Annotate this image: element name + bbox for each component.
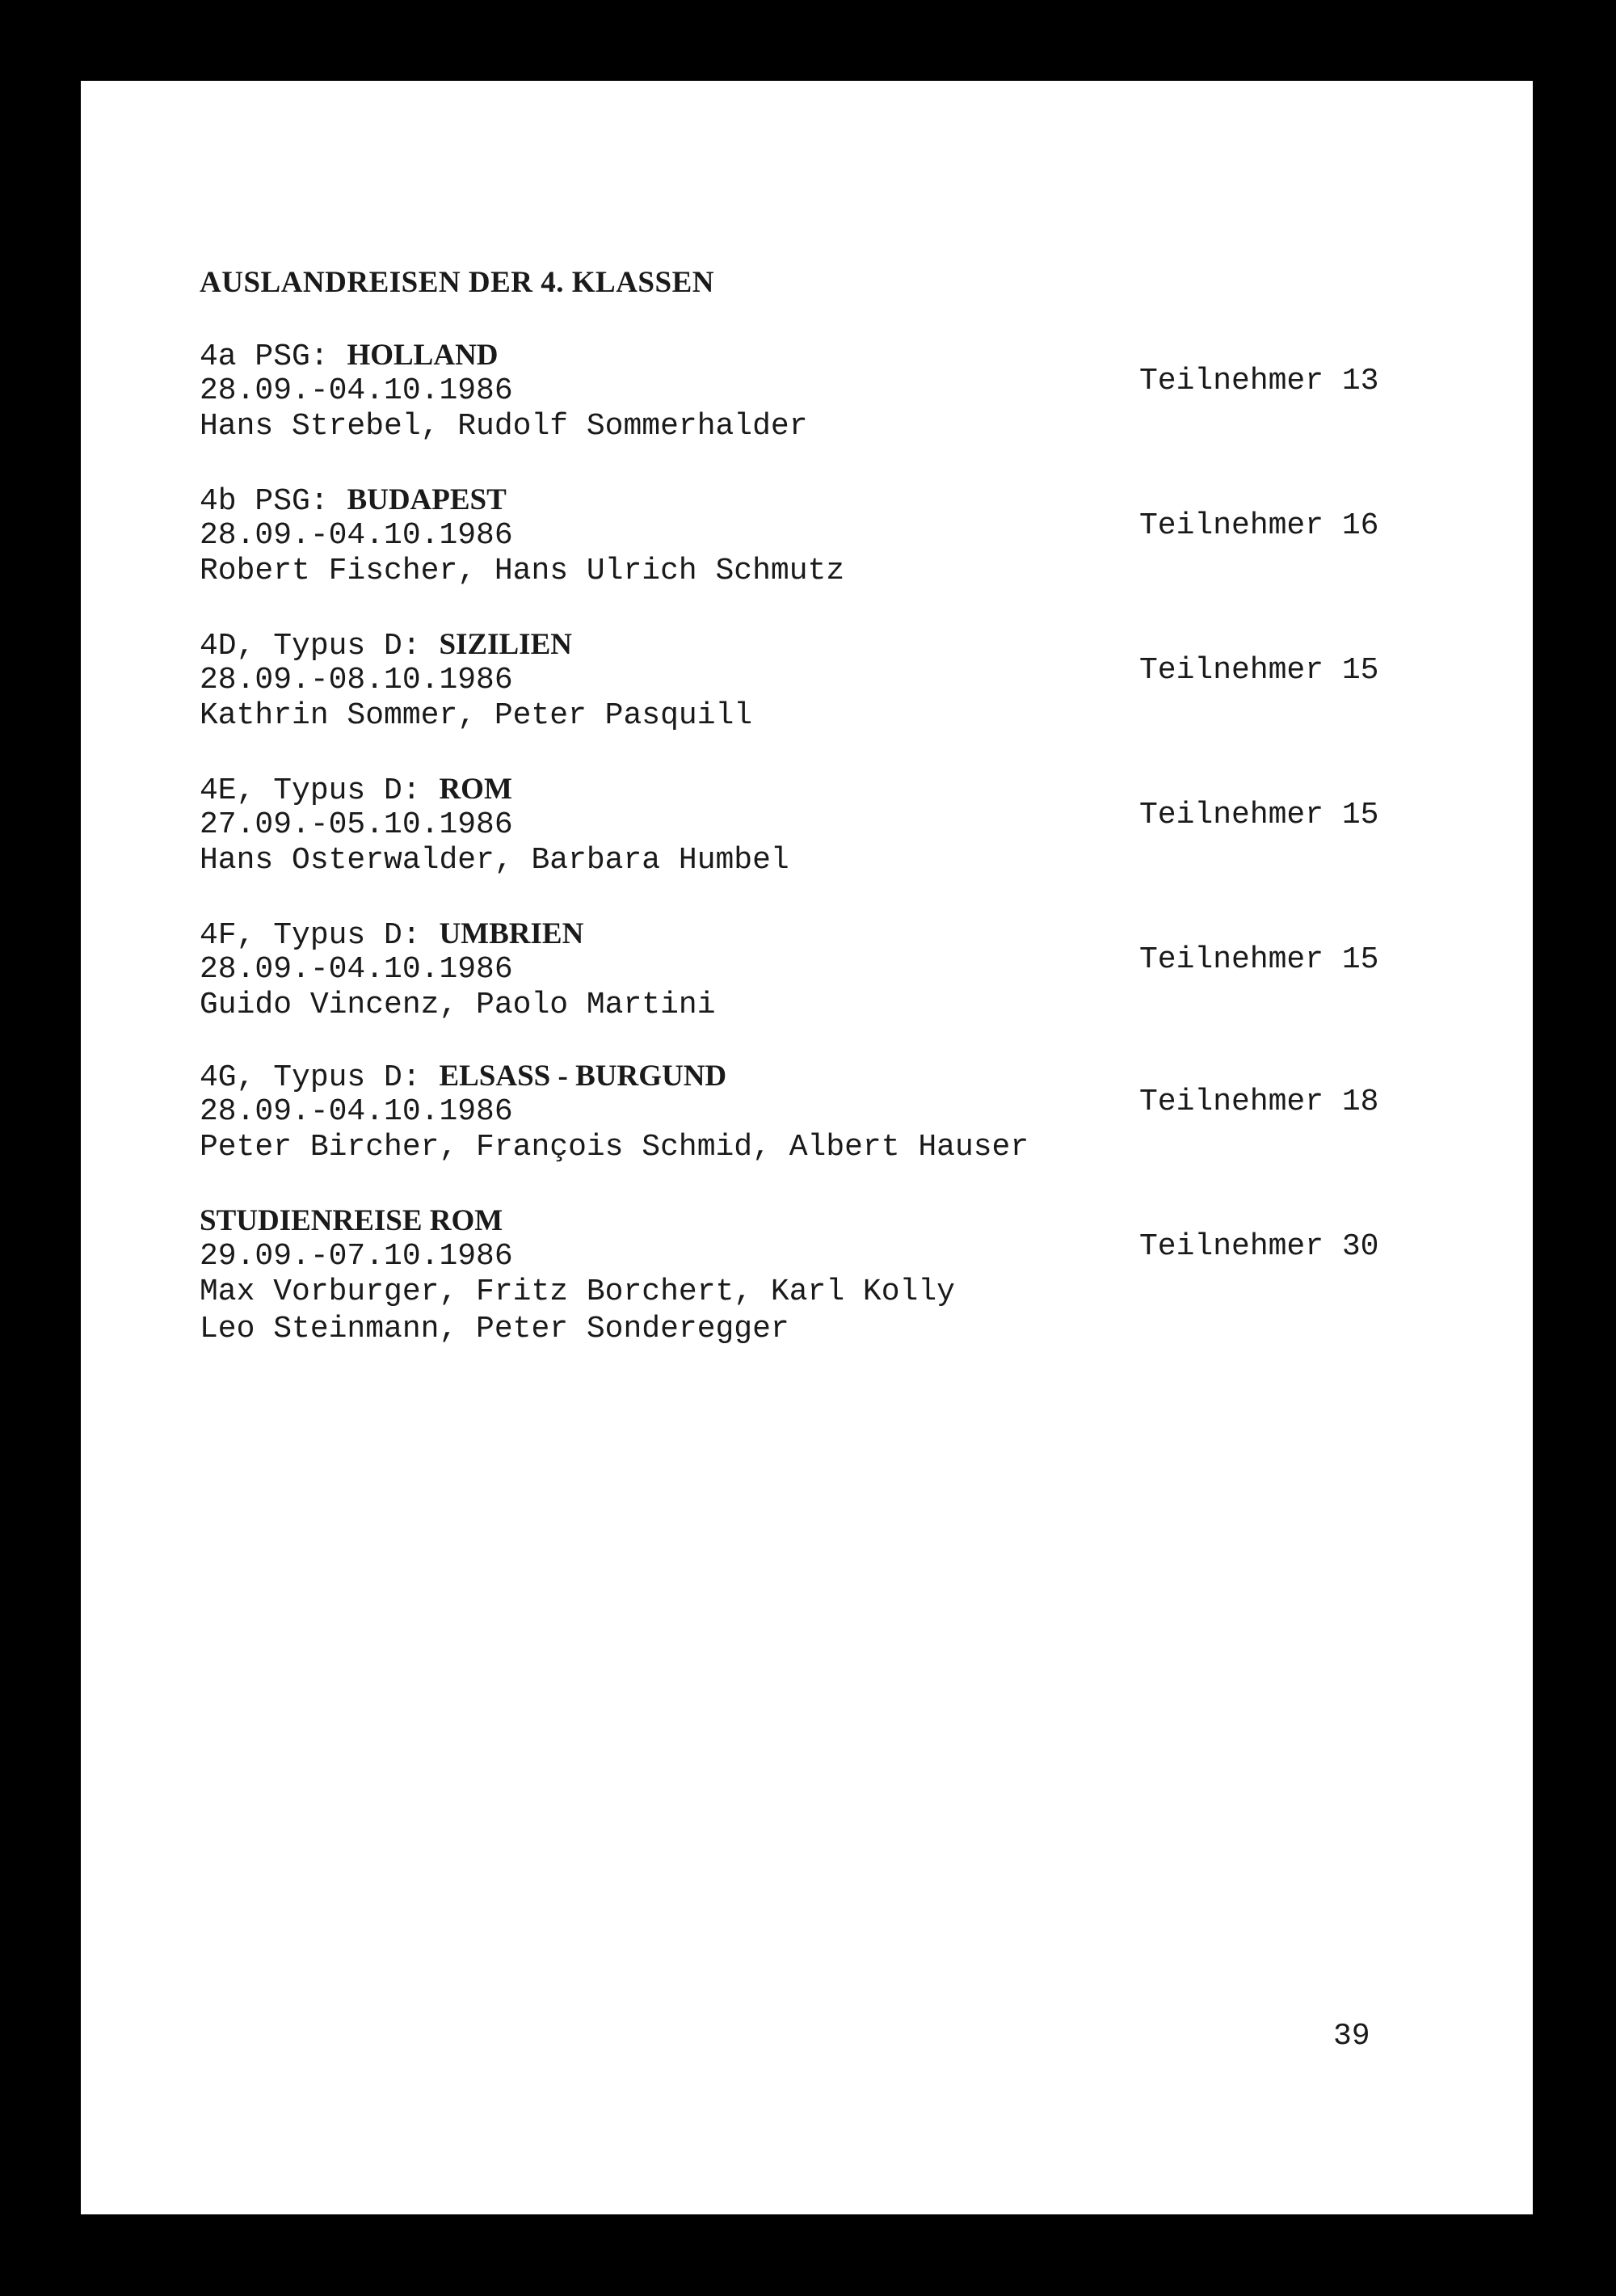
trip-participants: Teilnehmer 15	[1139, 798, 1379, 832]
trip-participants: Teilnehmer 18	[1139, 1085, 1379, 1119]
study-trip-entry	[200, 1203, 1412, 1365]
trip-entry-4a	[200, 338, 1412, 459]
trip-entry-4b	[200, 482, 1412, 604]
trip-group-line	[200, 916, 583, 954]
trip-group-line	[200, 482, 507, 520]
trip-destination: ROM	[439, 773, 512, 806]
trip-destination: ELSASS - BURGUND	[439, 1060, 727, 1093]
document-page	[81, 81, 1533, 2214]
trip-leaders: Hans Osterwalder, Barbara Humbel	[200, 843, 789, 878]
trip-participants: Teilnehmer 16	[1139, 508, 1379, 543]
trip-leaders: Kathrin Sommer, Peter Pasquill	[200, 698, 753, 733]
trip-group-line	[200, 627, 572, 664]
trip-entry-4g	[200, 1059, 1412, 1180]
trip-leaders: Peter Bircher, François Schmid, Albert Hauser	[200, 1130, 1029, 1165]
trip-destination: HOLLAND	[347, 339, 499, 372]
trip-destination: SIZILIEN	[439, 628, 572, 661]
trip-group: 4a PSG:	[200, 339, 347, 374]
trip-group: 4E, Typus D:	[200, 773, 440, 808]
page-number: 39	[1333, 2019, 1370, 2054]
document-heading: AUSLANDREISEN DER 4. KLASSEN	[200, 266, 714, 299]
trip-dates: 28.09.-04.10.1986	[200, 518, 513, 553]
study-trip-leaders-1: Max Vorburger, Fritz Borchert, Karl Kolly	[200, 1274, 955, 1309]
trip-participants: Teilnehmer 15	[1139, 942, 1379, 977]
trip-participants: Teilnehmer 15	[1139, 653, 1379, 688]
trip-leaders: Guido Vincenz, Paolo Martini	[200, 988, 716, 1022]
trip-participants: Teilnehmer 13	[1139, 364, 1379, 398]
trip-dates: 28.09.-04.10.1986	[200, 373, 513, 408]
trip-dates: 28.09.-04.10.1986	[200, 952, 513, 987]
trip-dates: 27.09.-05.10.1986	[200, 807, 513, 842]
trip-dates: 28.09.-08.10.1986	[200, 663, 513, 697]
trip-dates: 28.09.-04.10.1986	[200, 1094, 513, 1129]
study-trip-leaders-2: Leo Steinmann, Peter Sonderegger	[200, 1312, 789, 1346]
trip-leaders: Robert Fischer, Hans Ulrich Schmutz	[200, 554, 845, 588]
trip-entry-4d	[200, 627, 1412, 748]
trip-leaders: Hans Strebel, Rudolf Sommerhalder	[200, 409, 808, 444]
trip-group-line	[200, 338, 499, 375]
trip-destination: UMBRIEN	[439, 917, 584, 950]
trip-group-line	[200, 772, 512, 809]
trip-group-line	[200, 1059, 726, 1096]
trip-entry-4e	[200, 772, 1412, 893]
trip-group: 4b PSG:	[200, 484, 347, 519]
trip-entry-4f	[200, 916, 1412, 1038]
study-trip-title: STUDIENREISE ROM	[200, 1204, 503, 1237]
study-trip-participants: Teilnehmer 30	[1139, 1229, 1379, 1264]
trip-group: 4D, Typus D:	[200, 629, 440, 664]
study-trip-dates: 29.09.-07.10.1986	[200, 1239, 513, 1274]
trip-group: 4F, Typus D:	[200, 918, 440, 953]
trip-group: 4G, Typus D:	[200, 1060, 440, 1095]
trip-destination: BUDAPEST	[347, 483, 507, 516]
